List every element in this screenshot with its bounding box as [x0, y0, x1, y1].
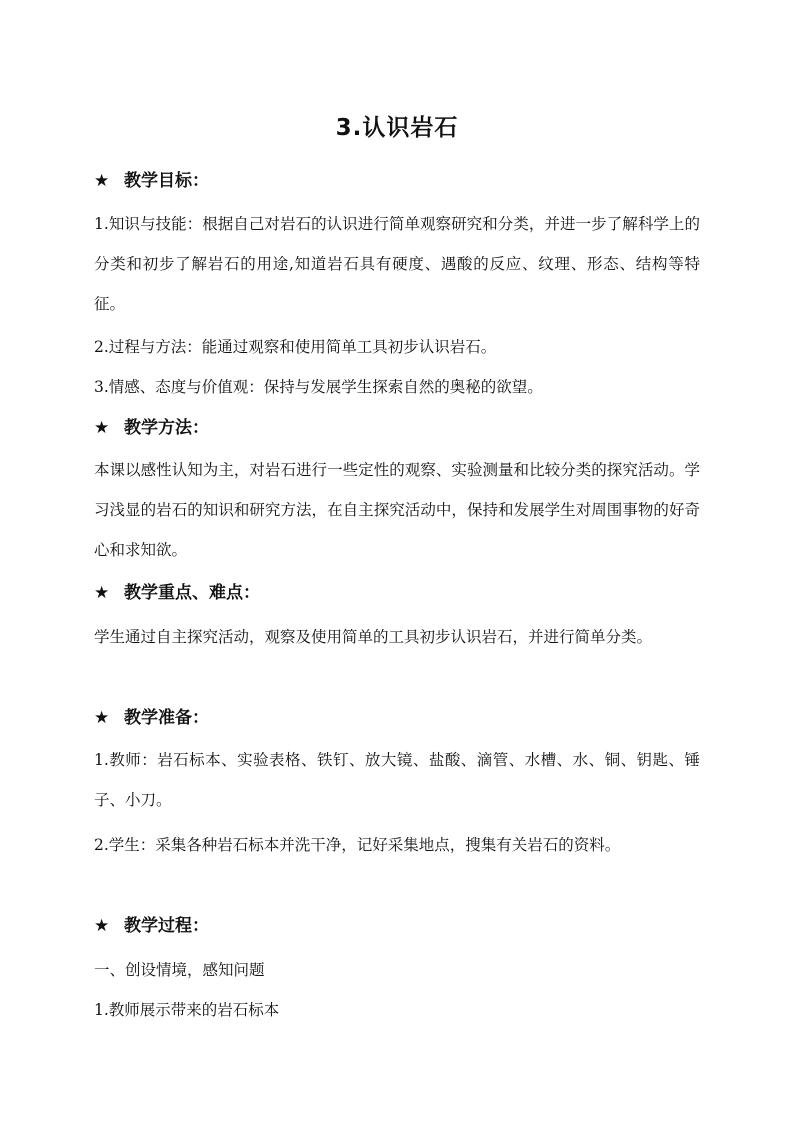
goals-item-2: 2.过程与方法：能通过观察和使用简单工具初步认识岩石。 [94, 338, 497, 356]
star-icon: ★ [94, 916, 110, 936]
process-item-2: 1.教师展示带来的岩石标本 [94, 1001, 280, 1019]
star-icon: ★ [94, 418, 110, 438]
preparation-heading [94, 706, 700, 730]
key-points-heading [94, 581, 700, 605]
preparation-heading-text: 教学准备： [124, 708, 209, 728]
process-item-1: 一、创设情境，感知问题 [94, 961, 265, 979]
star-icon: ★ [94, 171, 110, 191]
star-icon: ★ [94, 708, 110, 728]
methods-heading-text: 教学方法： [124, 418, 209, 438]
preparation-item-1: 1.教师：岩石标本、实验表格、铁钉、放大镜、盐酸、滴管、水槽、水、铜、钥匙、锤子、小刀。 [94, 751, 700, 809]
page-title: 3.认识岩石 [335, 115, 459, 141]
star-icon: ★ [94, 583, 110, 603]
methods-heading [94, 416, 700, 440]
goals-heading-text: 教学目标： [124, 171, 209, 191]
process-heading [94, 914, 700, 938]
key-points-text: 学生通过自主探究活动，观察及使用简单的工具初步认识岩石，并进行简单分类。 [94, 628, 653, 646]
goals-heading [94, 169, 700, 193]
key-points-heading-text: 教学重点、难点： [124, 583, 260, 603]
preparation-item-2: 2.学生：采集各种岩石标本并洗干净，记好采集地点，搜集有关岩石的资料。 [94, 836, 621, 854]
methods-text: 本课以感性认知为主，对岩石进行一些定性的观察、实验测量和比较分类的探究活动。学习浅显的岩石的知识和研究方法，在自主探究活动中，保持和发展学生对周围事物的好奇心和求知欲。 [94, 461, 700, 559]
goals-item-1: 1.知识与技能：根据自己对岩石的认识进行简单观察研究和分类，并进一步了解科学上的分类和初步了解岩石的用途,知道岩石具有硬度、遇酸的反应、纹理、形态、结构等特征。 [94, 215, 700, 313]
process-heading-text: 教学过程： [124, 916, 209, 936]
goals-item-3: 3.情感、态度与价值观：保持与发展学生探索自然的奥秘的欲望。 [94, 378, 543, 396]
